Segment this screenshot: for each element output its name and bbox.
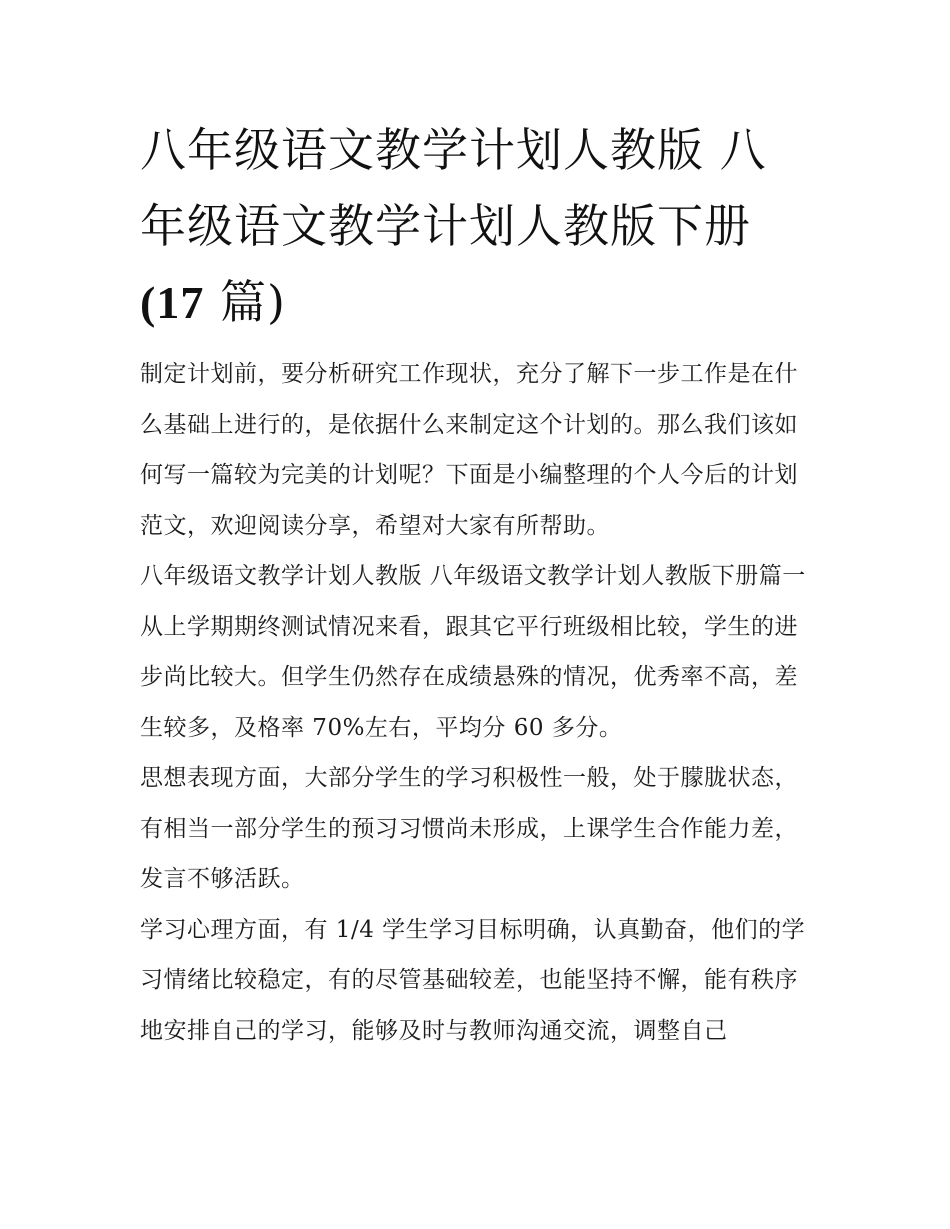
document-page: [140, 112, 812, 1056]
body-paragraph: 思想表现方面，大部分学生的学习积极性一般，处于朦胧状态，有相当一部分学生的预习习惯尚未形成，上课学生合作能力差，发言不够活跃。: [140, 765, 798, 892]
title-line-1: 八年级语文教学计划人教版 八: [140, 123, 767, 177]
body-paragraph: 从上学期期终测试情况来看，跟其它平行班级相比较，学生的进步尚比较大。但学生仍然存在成绩悬殊的情况，优秀率不高，差生较多，及格率 70%左右，平均分 60 多分。: [140, 613, 798, 741]
title-count-suffix: 篇): [219, 275, 286, 329]
document-title: [140, 112, 812, 341]
intro-paragraph: 制定计划前，要分析研究工作现状，充分了解下一步工作是在什么基础上进行的，是依据什么来制定这个计划的。那么我们该如何写一篇较为完美的计划呢？下面是小编整理的个人今后的计划范文，欢迎阅读分享，希望对大家有所帮助。: [140, 361, 798, 539]
body-paragraph: 学习心理方面，有 1/4 学生学习目标明确，认真勤奋，他们的学习情绪比较稳定，有的尽管基础较差，也能坚持不懈，能有秩序地安排自己的学习，能够及时与教师沟通交流，调整自己: [140, 916, 806, 1044]
section-heading: 八年级语文教学计划人教版 八年级语文教学计划人教版下册篇一: [140, 563, 806, 589]
title-count: (17: [140, 277, 205, 328]
title-line-2: 年级语文教学计划人教版下册: [140, 199, 751, 253]
